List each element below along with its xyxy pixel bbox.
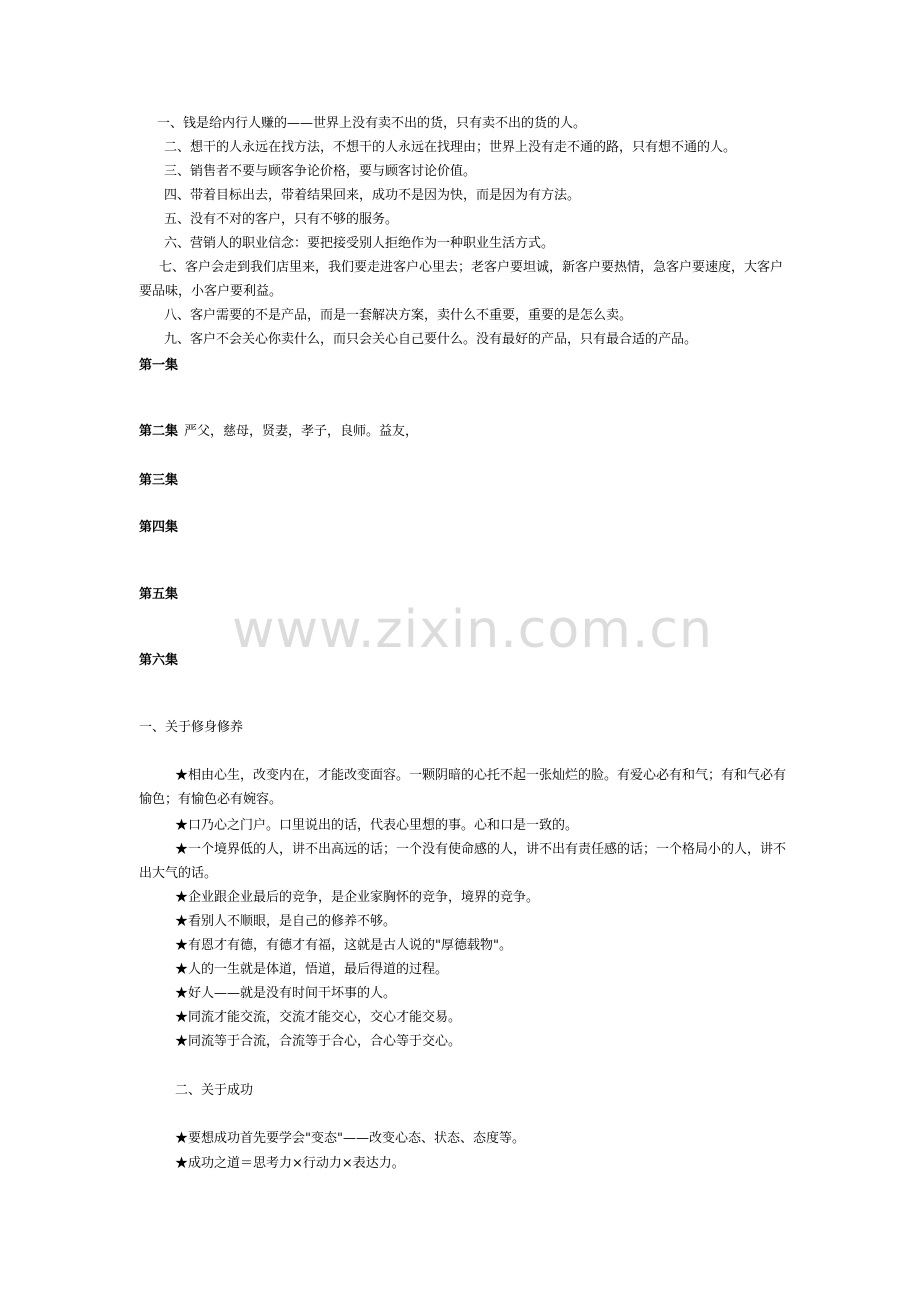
watermark: www.zixin.com.cn <box>232 600 713 660</box>
episode-4-heading <box>139 520 178 536</box>
principle-7: 七、客户会走到我们店里来，我们要走进客户心里去；老客户要坦诚，新客户要热情，急客户要速度，大客户要品味，小客户要利益。 <box>139 260 784 299</box>
episode-1-heading <box>139 358 178 374</box>
principle-4: 四、带着目标出去，带着结果回来，成功不是因为快，而是因为有方法。 <box>164 188 581 203</box>
episode-title: 第六集 <box>139 653 179 668</box>
section-1-item-4: ★企业跟企业最后的竞争，是企业家胸怀的竞争，境界的竞争。 <box>175 890 540 905</box>
principle-5: 五、没有不对的客户，只有不够的服务。 <box>164 212 399 227</box>
episode-5-heading <box>139 587 178 603</box>
episode-title: 第五集 <box>139 587 179 602</box>
principle-6: 六、营销人的职业信念：要把接受别人拒绝作为一种职业生活方式。 <box>164 236 555 251</box>
section-2-item-2: ★成功之道＝思考力×行动力×表达力。 <box>175 1156 405 1171</box>
section-1-item-3: ★一个境界低的人，讲不出高远的话；一个没有使命感的人，讲不出有责任感的话；一个格局小的人，讲不出大气的话。 <box>139 842 787 881</box>
section-2-title: 二、关于成功 <box>175 1083 254 1098</box>
section-1-item-1: ★相由心生，改变内在，才能改变面容。一颗阴暗的心托不起一张灿烂的脸。有爱心必有和气；有和气必有愉色；有愉色必有婉容。 <box>139 768 787 807</box>
principle-2: 二、想干的人永远在找方法，不想干的人永远在找理由；世界上没有走不通的路，只有想不通的人。 <box>164 140 737 155</box>
section-2-item-1: ★要想成功首先要学会"变态"——改变心态、状态、态度等。 <box>175 1131 525 1146</box>
episode-text: 严父，慈母，贤妻，孝子，良师。益友， <box>184 424 419 439</box>
principle-1: 一、钱是给内行人赚的——世界上没有卖不出的货，只有卖不出的货的人。 <box>157 116 587 131</box>
episode-title: 第一集 <box>139 358 179 373</box>
principle-8: 八、客户需要的不是产品，而是一套解决方案，卖什么不重要，重要的是怎么卖。 <box>164 308 633 323</box>
section-1-item-2: ★口乃心之门户。口里说出的话，代表心里想的事。心和口是一致的。 <box>175 818 579 833</box>
episode-title: 第三集 <box>139 473 179 488</box>
section-1-title: 一、关于修身修养 <box>139 720 244 735</box>
section-1-item-9: ★同流才能交流，交流才能交心，交心才能交易。 <box>175 1010 462 1025</box>
principle-3: 三、销售者不要与顾客争论价格，要与顾客讨论价值。 <box>164 164 477 179</box>
section-1-item-5: ★看别人不顺眼，是自己的修养不够。 <box>175 914 397 929</box>
section-1-item-7: ★人的一生就是体道，悟道，最后得道的过程。 <box>175 962 449 977</box>
episode-3-heading <box>139 473 178 489</box>
principle-9: 九、客户不会关心你卖什么，而只会关心自己要什么。没有最好的产品，只有最合适的产品。 <box>164 332 698 347</box>
section-1-item-8: ★好人——就是没有时间干坏事的人。 <box>175 986 397 1001</box>
episode-title: 第四集 <box>139 520 179 535</box>
episode-title: 第二集 <box>139 424 179 439</box>
episode-6-heading <box>139 653 178 669</box>
section-1-item-6: ★有恩才有德，有德才有福，这就是古人说的"厚德载物"。 <box>175 938 512 953</box>
section-1-item-10: ★同流等于合流，合流等于合心，合心等于交心。 <box>175 1034 462 1049</box>
episode-2-heading <box>139 424 418 440</box>
